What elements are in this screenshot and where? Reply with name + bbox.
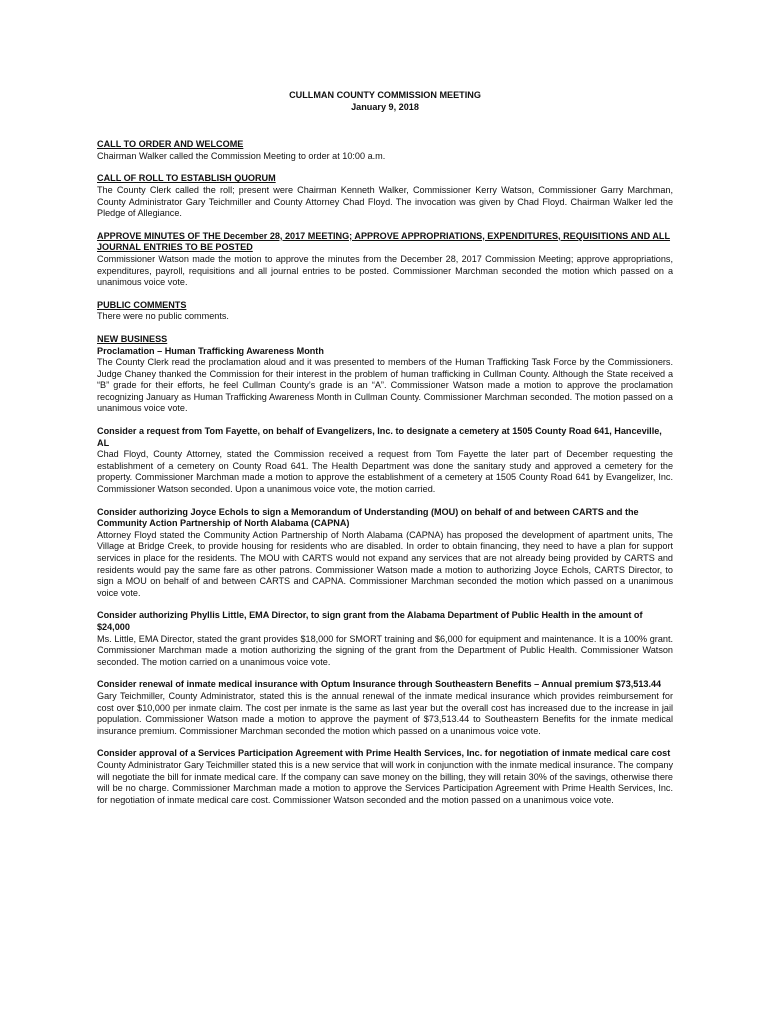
- section-text: Chairman Walker called the Commission Meeting to order at 10:00 a.m.: [97, 150, 386, 161]
- meeting-date: January 9, 2018: [351, 101, 419, 112]
- section-heading: PUBLIC COMMENTS: [97, 299, 187, 310]
- agenda-item-title: Consider authorizing Joyce Echols to sign a Memorandum of Understanding (MOU) on behalf of and between CARTS and the Community Action Partnership of North Alabama (CAPNA): [97, 506, 639, 529]
- agenda-item-text: Attorney Floyd stated the Community Action Partnership of North Alabama (CAPNA) has proposed the development of apartment units, The Village at Bridge Creek, to provide housing for residents who are disabled. In order to obtain financing, they need to have a plan for support services in place for the residents. The MOU with CARTS would not expand any services that are not already being provided by CARTS and residents would pay the same fare as other patrons. Commissioner Watson made a motion to authorizing Joyce Echols, CARTS Director, to sign a MOU on behalf of and between CARTS and CAPNA. Commissioner Marchman seconded the motion which passed on a unanimous voice vote.: [97, 529, 673, 598]
- section-text: Commissioner Watson made the motion to approve the minutes from the December 28, 2017 Commission Meeting; approve appropriations, expenditures, payroll, requisitions and all journal entries to be posted. Commissioner Marchman seconded the motion which passed on a unanimous voice vote.: [97, 253, 673, 288]
- agenda-item-text: Gary Teichmiller, County Administrator, stated this is the annual renewal of the inmate medical insurance which provides reimbursement for cost over $10,000 per inmate claim. The cost per inmate is the same as last year but the overall cost has increased due to the increase in jail population. Commissioner Watson made a motion to approve the payment of $73,513.44 to Southeastern Benefits for the inmate medical insurance premium. Commissioner Marchman seconded the motion which passed on a unanimous voice vote.: [97, 690, 673, 736]
- agenda-item-title: Consider authorizing Phyllis Little, EMA Director, to sign grant from the Alabama Department of Public Health in the amount of $24,000: [97, 610, 643, 632]
- agenda-item-title: Consider approval of a Services Participation Agreement with Prime Health Services, Inc. for negotiation of inmate medical care cost: [97, 748, 671, 759]
- title-block: [97, 90, 673, 113]
- section-heading: NEW BUSINESS: [97, 333, 168, 344]
- document-page: [97, 90, 673, 817]
- section-new-business: [97, 334, 673, 806]
- agenda-item-text: County Administrator Gary Teichmiller stated this is a new service that will work in conjunction with the inmate medical insurance. The company will negotiate the bill for inmate medical care. If the company can save money on the billing, they will retain 30% of the savings, otherwise there will be no charge. Commissioner Marchman made a motion to approve the Services Participation Agreement with Prime Health Services, Inc. for negotiation of inmate medical care cost. Commissioner Watson seconded and the motion passed on a unanimous voice vote.: [97, 759, 673, 805]
- document-title: CULLMAN COUNTY COMMISSION MEETING: [289, 90, 481, 100]
- section-approve-minutes: [97, 231, 673, 289]
- agenda-item-title: Consider a request from Tom Fayette, on behalf of Evangelizers, Inc. to designate a cemetery at 1505 County Road 641, Hanceville, AL: [97, 426, 662, 448]
- section-heading: APPROVE MINUTES OF THE December 28, 2017 MEETING; APPROVE APPROPRIATIONS, EXPENDITURES, REQUISITIONS AND ALL JOURNAL ENTRIES TO BE POSTED: [97, 230, 671, 253]
- agenda-item: [97, 426, 673, 496]
- agenda-item: [97, 346, 673, 416]
- agenda-item: [97, 610, 673, 668]
- section-roll-call: [97, 173, 673, 219]
- agenda-item: [97, 507, 673, 600]
- section-public-comments: [97, 300, 673, 323]
- section-heading: CALL OF ROLL TO ESTABLISH QUORUM: [97, 173, 276, 184]
- section-heading: CALL TO ORDER AND WELCOME: [97, 139, 244, 150]
- agenda-item-text: The County Clerk read the proclamation aloud and it was presented to members of the Human Trafficking Task Force by the Commissioners. Judge Chaney thanked the Commission for their interest in the problem of human trafficking in Cullman County. Although the State received a “B” grade for their efforts, he feel Cullman County’s grade is an “A”. Commissioner Watson made a motion to approve the proclamation recognizing January as Human Trafficking Awareness Month in Cullman County. Commissioner Marchman seconded. The motion passed on a unanimous voice vote.: [97, 357, 673, 414]
- section-text: The County Clerk called the roll; present were Chairman Kenneth Walker, Commissioner Kerry Watson, Commissioner Garry Marchman, County Administrator Gary Teichmiller and County Attorney Chad Floyd. The invocation was given by Chad Floyd. Chairman Walker led the Pledge of Allegiance.: [97, 184, 673, 219]
- section-call-to-order: [97, 139, 673, 162]
- section-text: There were no public comments.: [97, 311, 229, 322]
- agenda-item: [97, 748, 673, 806]
- agenda-item-text: Ms. Little, EMA Director, stated the grant provides $18,000 for SMORT training and $6,000 for equipment and maintenance. It is a 100% grant. Commissioner Marchman made a motion authorizing the signing of the grant from the Department of Public Health. Commissioner Watson seconded. The motion carried on a unanimous voice vote.: [97, 633, 673, 667]
- agenda-item-text: Chad Floyd, County Attorney, stated the Commission received a request from Tom Fayette the later part of December requesting the establishment of a cemetery on County Road 641. The Health Department was done the sanitary study and approved a cemetery for the property. Commissioner Marchman made a motion to approve the establishment of a cemetery at 1505 County Road 641 by Evangelizer, Inc. Commissioner Watson seconded. Upon a unanimous voice vote, the motion carried.: [97, 449, 673, 495]
- agenda-item-title: Proclamation – Human Trafficking Awareness Month: [97, 345, 324, 356]
- agenda-item-title: Consider renewal of inmate medical insurance with Optum Insurance through Southeastern Benefits – Annual premium $73,513.44: [97, 679, 662, 690]
- agenda-item: [97, 679, 673, 737]
